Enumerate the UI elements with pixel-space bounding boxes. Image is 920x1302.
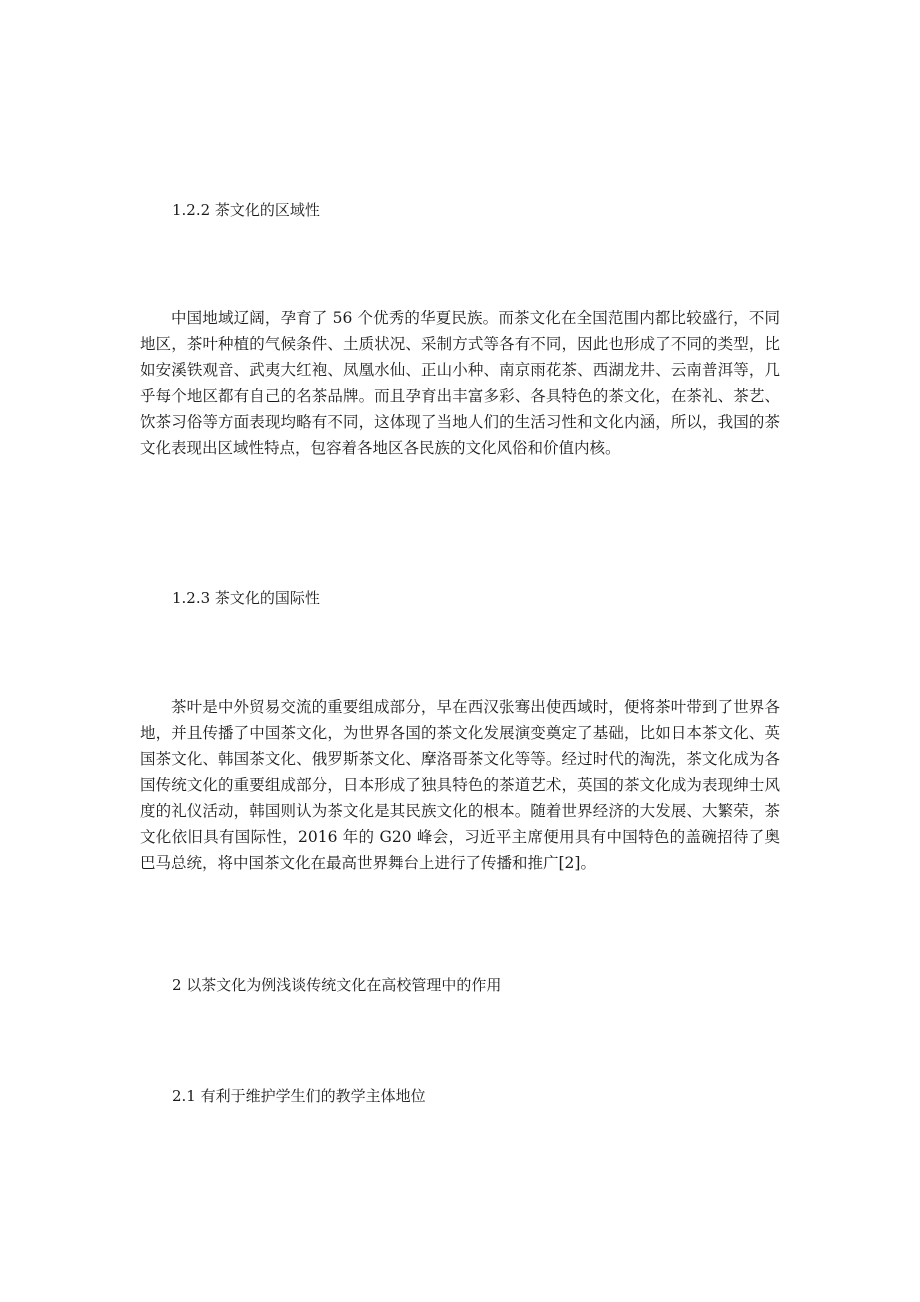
section-heading-1-2-2: 1.2.2 茶文化的区域性 — [172, 201, 320, 219]
section-heading-1-2-3: 1.2.3 茶文化的国际性 — [172, 589, 320, 607]
section-paragraph-1-2-3: 茶叶是中外贸易交流的重要组成部分，早在西汉张骞出使西域时，便将茶叶带到了世界各地，并且传播了中国茶文化，为世界各国的茶文化发展演变奠定了基础，比如日本茶文化、英国茶文化、韩国茶文化、俄罗斯茶文化、摩洛哥茶文化等等。经过时代的淘洗，茶文化成为各国传统文化的重要组成部分，日本形成了独具特色的茶道艺术，英国的茶文化成为表现绅士风度的礼仪活动，韩国则认为茶文化是其民族文化的根本。随着世界经济的大发展、大繁荣，茶文化依旧具有国际性，2016 年的 G20 峰会，习近平主席便用具有中国特色的盖碗招待了奥巴马总统，将中国茶文化在最高世界舞台上进行了传播和推广[2]。 — [140, 698, 780, 872]
section-heading-2-1: 2.1 有利于维护学生们的教学主体地位 — [172, 1087, 426, 1105]
section-paragraph-1-2-2: 中国地域辽阔，孕育了 56 个优秀的华夏民族。而茶文化在全国范围内都比较盛行，不同地区，茶叶种植的气候条件、土质状况、采制方式等各有不同，因此也形成了不同的类型，比如安溪铁观音、武夷大红袍、凤凰水仙、正山小种、南京雨花茶、西湖龙井、云南普洱等，几乎每个地区都有自己的名茶品牌。而且孕育出丰富多彩、各具特色的茶文化，在茶礼、茶艺、饮茶习俗等方面表现均略有不同，这体现了当地人们的生活习性和文化内涵，所以，我国的茶文化表现出区域性特点，包容着各地区各民族的文化风俗和价值内核。 — [140, 309, 780, 457]
section-heading-2: 2 以茶文化为例浅谈传统文化在高校管理中的作用 — [172, 976, 502, 994]
